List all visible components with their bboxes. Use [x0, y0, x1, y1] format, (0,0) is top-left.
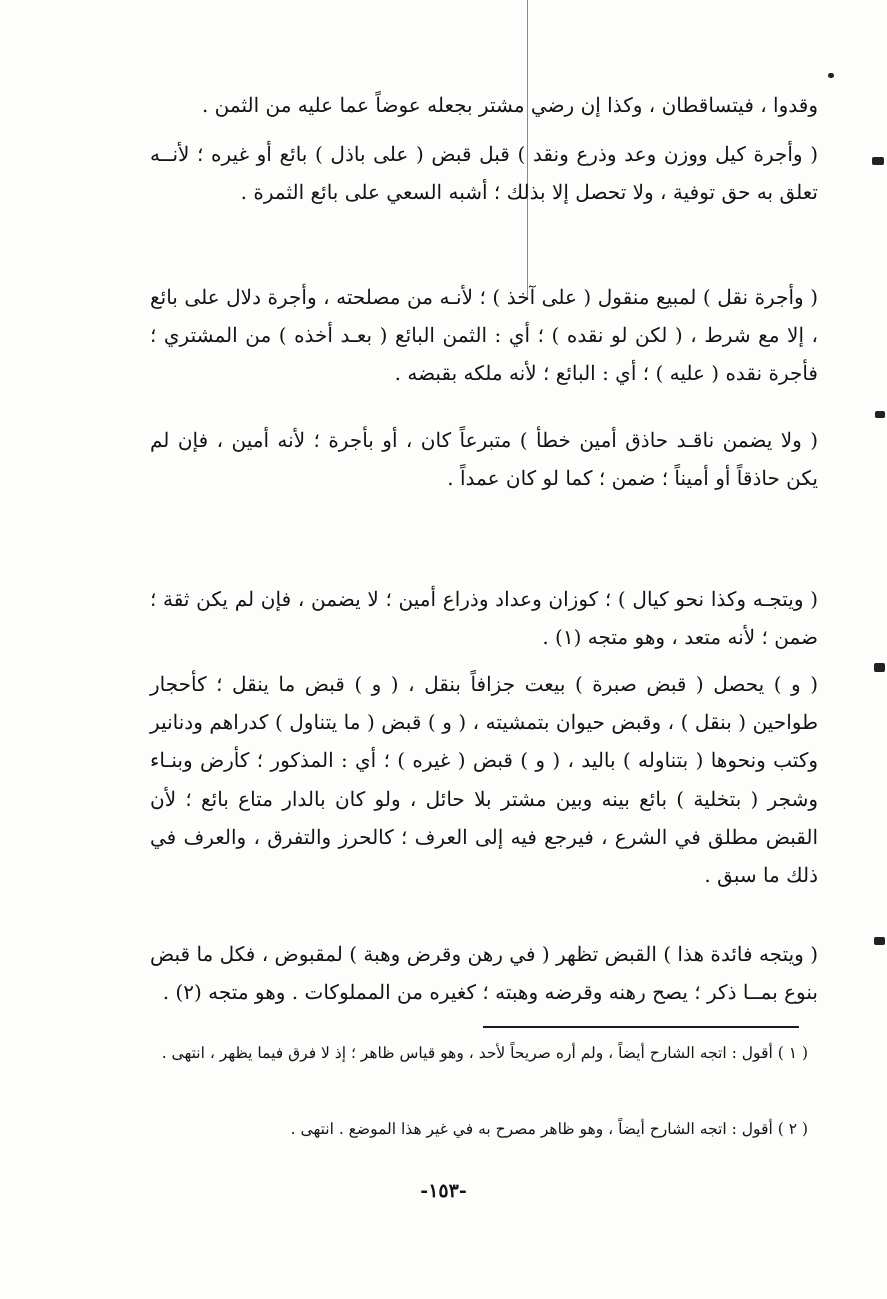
paragraph: وقدوا ، فيتساقطان ، وكذا إن رضي مشتر بجعله عوضاً عما عليه من الثمن . — [201, 93, 818, 117]
paragraph: ( و ) يحصل ( قبض صبرة ) بيعت جزافاً بنقل ، ( و ) قبض ما ينقل ؛ كأحجار طواحين ( بنقل ) ، وقبض حيوان بتمشيته ، ( و ) قبض ( ما يتناول ) كدراهم ودنانير وكتب ونحوها ( بتناوله ) باليد ، ( و ) قبض ( غيره ) ؛ أي : المذكور ؛ كأرض وبنـاء وشجر ( بتخلية ) بائع بينه وبين مشتر بلا حائل ، ولو كان بالدار متاع بائع ؛ لأن القبض مطلق في الشرع ، فيرجع فيه إلى العرف ؛ كالحرز والتفرق ، والعرف في ذلك ما سبق . — [150, 672, 818, 888]
footnote: ( ١ ) أقول : اتجه الشارح أيضاً ، ولم أره صريحاً لأحد ، وهو قياس ظاهر ؛ إذ لا فرق فيما يظهر ، انتهى . — [161, 1044, 808, 1062]
footnote-divider — [483, 1026, 799, 1028]
paragraph: ( وأجرة نقل ) لمبيع منقول ( على آخذ ) ؛ لأنـه من مصلحته ، وأجرة دلال على بائع ، إلا مع شرط ، ( لكن لو نقده ) ؛ أي : الثمن البائع ( بعـد أخذه ) من المشتري ؛ فأجرة نقده ( عليه ) ؛ أي : البائع ؛ لأنه ملكه بقبضه . — [150, 285, 818, 386]
page-number: -١٥٣- — [420, 1180, 467, 1202]
margin-mark — [872, 157, 884, 165]
paragraph: ( وأجرة كيل ووزن وعد وذرع ونقد ) قبل قبض ( على باذل ) بائع أو غيره ؛ لأنــه تعلق به حق توفية ، ولا تحصل إلا بذلك ؛ أشبه السعي على بائع الثمرة . — [150, 142, 818, 205]
margin-mark — [828, 73, 834, 78]
paragraph: ( ولا يضمن ناقـد حاذق أمين خطأ ) متبرعاً كان ، أو بأجرة ؛ لأنه أمين ، فإن لم يكن حاذقاً أو أميناً ؛ ضمن ؛ كما لو كان عمداً . — [150, 428, 818, 491]
footnote: ( ٢ ) أقول : اتجه الشارح أيضاً ، وهو ظاهر مصرح به في غير هذا الموضع . انتهى . — [290, 1120, 808, 1138]
paragraph: ( ويتجه فائدة هذا ) القبض تظهر ( في رهن وقرض وهبة ) لمقبوض ، فكل ما قبض بنوع بمــا ذكر ؛ يصح رهنه وقرضه وهبته ؛ كغيره من المملوكات . وهو متجه (٢) . — [150, 942, 818, 1005]
margin-mark — [874, 937, 885, 945]
paragraph: ( ويتجـه وكذا نحو كيال ) ؛ كوزان وعداد وذراع أمين ؛ لا يضمن ، فإن لم يكن ثقة ؛ ضمن ؛ لأنه متعد ، وهو متجه (١) . — [150, 587, 818, 650]
margin-mark — [874, 663, 885, 672]
footnotes — [120, 1038, 808, 1138]
margin-mark — [875, 411, 885, 418]
